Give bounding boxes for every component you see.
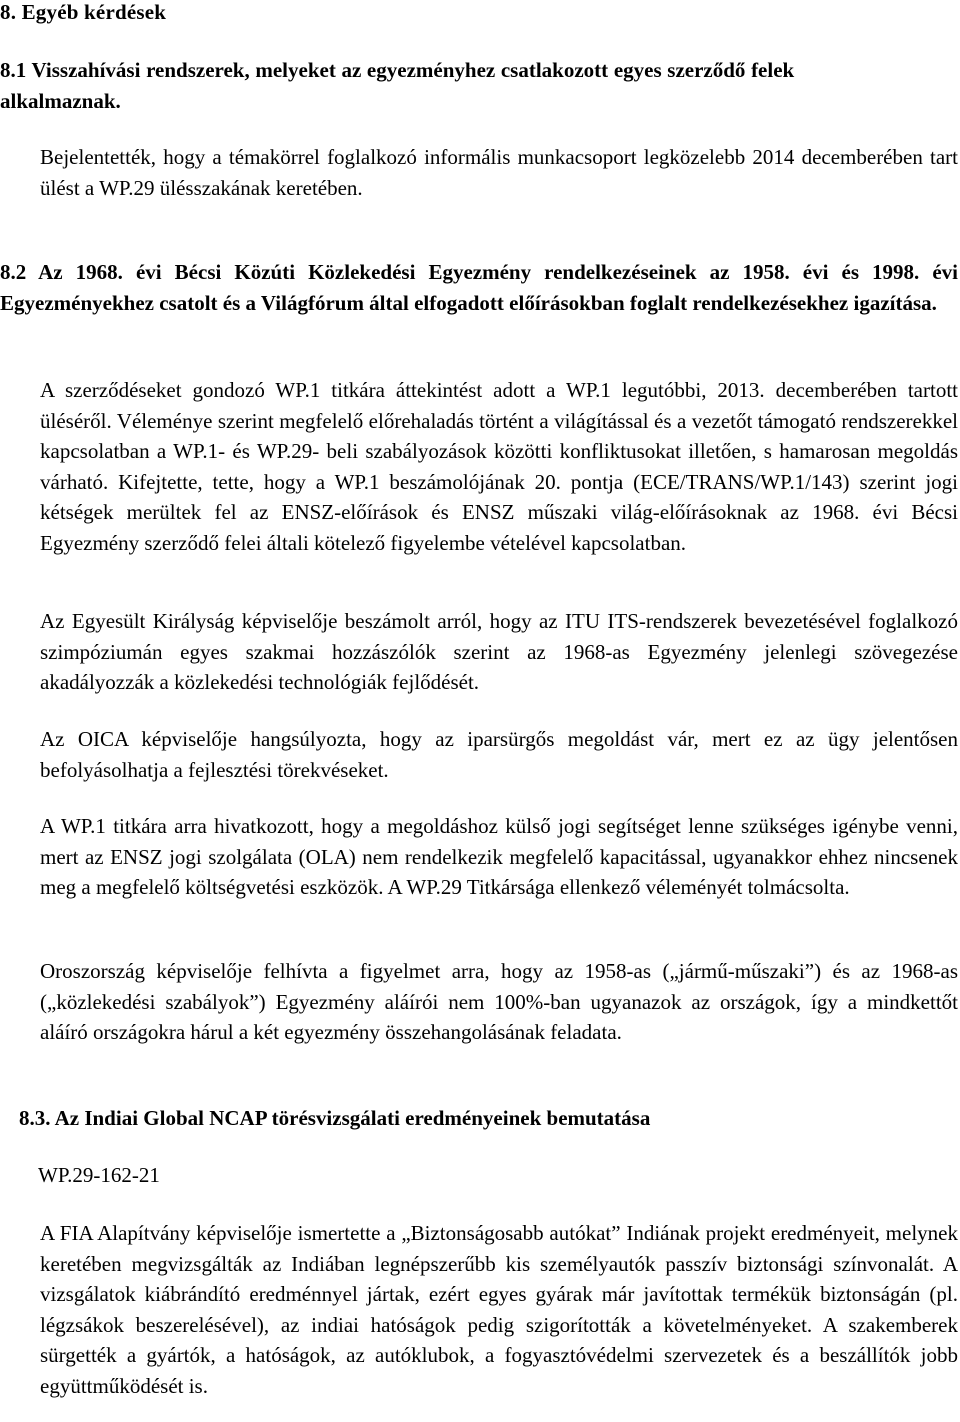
section-8-2-paragraph-5: Oroszország képviselője felhívta a figyelmet arra, hogy az 1958-as („jármű-műszaki”) és az 1968-as („közlekedési szabályok”) Egyezmény aláírói nem 100%-ban ugyanazok az országok, így a mindkettőt aláíró országokra hárul a két egyezmény összehangolásának feladata.: [40, 959, 958, 1044]
section-8-2-paragraph-1: A szerződéseket gondozó WP.1 titkára áttekintést adott a WP.1 legutóbbi, 2013. decemberében tartott üléséről. Véleménye szerint megfelelő előrehaladás történt a világítással és a vezetőt támogató rendszerekkel kapcsolatban a WP.1- és WP.29- beli szabályozások közötti konfliktusokat illetően, s hamarosan megoldás várható. Kifejtette, tette, hogy a WP.1 beszámolójának 20. pontja (ECE/TRANS/WP.1/143) szerint jogi kétségek merültek fel az ENSZ-előírások és ENSZ műszaki világ-előírásoknak az 1968. évi Bécsi Egyezmény szerződő felei általi kötelező figyelembe vételével kapcsolatban.: [40, 378, 958, 555]
section-8-1-heading-line1: 8.1 Visszahívási rendszerek, melyeket az egyezményhez csatlakozott egyes szerződő felek: [0, 58, 795, 82]
section-8-1-heading-line2: alkalmaznak.: [0, 89, 121, 113]
section-8-2-paragraph-3: Az OICA képviselője hangsúlyozta, hogy az iparsürgős megoldást vár, mert ez az ügy jelentősen befolyásolhatja a fejlesztési törekvéseket.: [40, 727, 958, 782]
section-8-3-paragraph: A FIA Alapítvány képviselője ismertette a „Biztonságosabb autókat” Indiának projekt eredményeit, melynek keretében megvizsgálták az Indiában legnépszerűbb kis személyautók passzív biztonsági színvonalát. A vizsgálatok kiábrándító eredménnyel jártak, ezért egyes gyárak már javítottak termékük biztonságán (pl. légzsákok beszerelésével), az indiai hatóságok pedig szigorították a követelményeket. A szakemberek sürgették a gyártók, a hatóságok, az autóklubok, a fogyasztóvédelmi szervezetek és a beszállítók jobb együttműködését is.: [40, 1221, 958, 1398]
section-8-3-reference: WP.29-162-21: [38, 1163, 160, 1187]
section-8-2-paragraph-4: A WP.1 titkára arra hivatkozott, hogy a megoldáshoz külső jogi segítséget lenne szükséges igénybe venni, mert az ENSZ jogi szolgálata (OLA) nem rendelkezik megfelelő kapacitással, ugyanakkor ehhez nincsenek meg a megfelelő költségvetési eszközök. A WP.29 Titkársága ellenkező véleményét tolmácsolta.: [40, 814, 958, 899]
section-8-heading: 8. Egyéb kérdések: [0, 0, 167, 24]
section-8-2-heading: 8.2 Az 1968. évi Bécsi Közúti Közlekedési Egyezmény rendelkezéseinek az 1958. évi és 1998. évi Egyezményekhez csatolt és a Világfórum által elfogadott előírásokban foglalt rendelkezésekhez igazítása.: [0, 260, 958, 315]
section-8-1-paragraph: Bejelentették, hogy a témakörrel foglalkozó informális munkacsoport legközelebb 2014 decemberében tart ülést a WP.29 ülésszakának keretében.: [40, 145, 958, 200]
section-8-2-paragraph-2: Az Egyesült Királyság képviselője beszámolt arról, hogy az ITU ITS-rendszerek bevezetésével foglalkozó szimpóziumán egyes szakmai hozzászólók szerint az 1968-as Egyezmény jelenlegi szövegezése akadályozzák a közlekedési technológiák fejlődését.: [40, 609, 958, 694]
section-8-3-heading: 8.3. Az Indiai Global NCAP törésvizsgálati eredményeinek bemutatása: [19, 1106, 651, 1130]
